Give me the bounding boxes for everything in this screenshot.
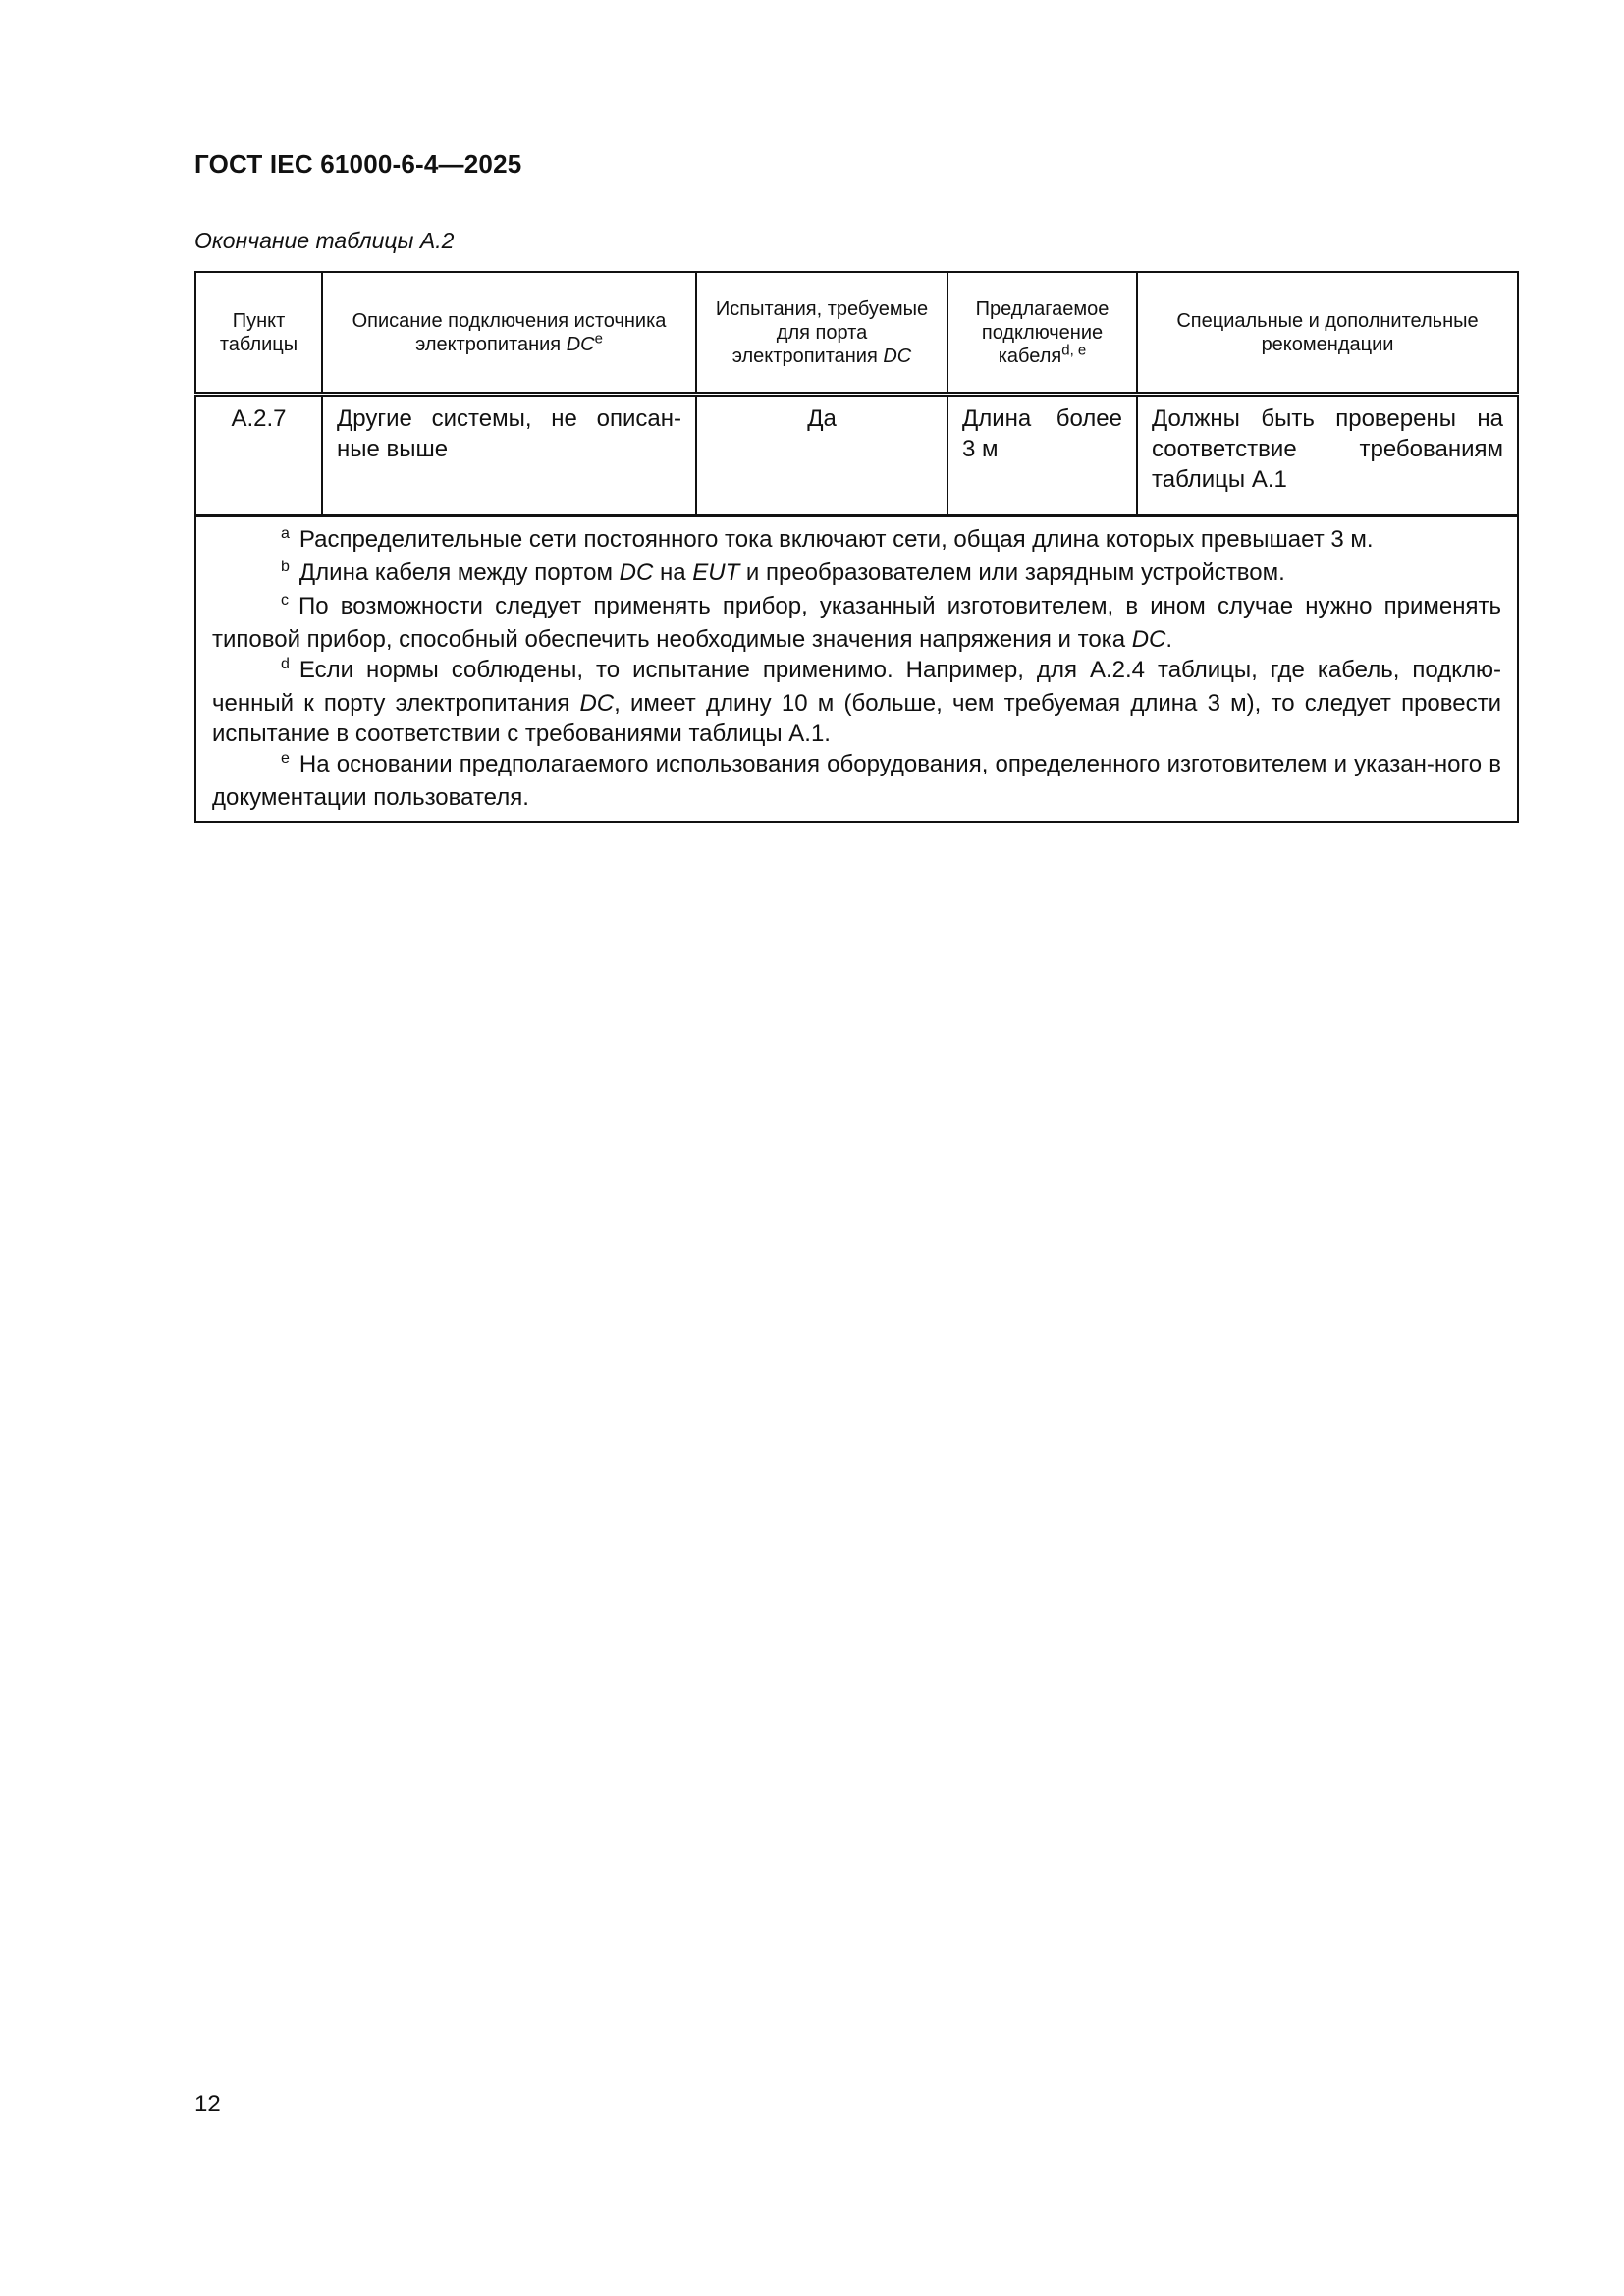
- footnote-mark: b: [281, 559, 290, 575]
- footnote: [212, 591, 1501, 655]
- cell-recommendations: Должны быть проверены на соответствие требованиям таблицы А.1: [1137, 395, 1518, 516]
- column-header-cable: Предлагаемое подключение кабеля$^{d, e}$: [947, 272, 1137, 395]
- footnote-text: EUT: [692, 560, 740, 586]
- footnote-mark: c: [281, 592, 289, 609]
- column-header-recommendations: Специальные и дополнительные рекомендации: [1137, 272, 1518, 395]
- cell-description: Другие системы, не описан-ные выше: [322, 395, 696, 516]
- requirements-table: [194, 271, 1519, 823]
- cell-tests: Да: [696, 395, 947, 516]
- footnote-mark: e: [281, 750, 290, 767]
- footnote-text: , имеет длину 10 м (больше, чем требуемая длина 3 м), то следует провести испытание в соответствии с требованиями таблицы А.1.: [212, 690, 1501, 747]
- table-caption: Окончание таблицы А.2: [194, 228, 455, 253]
- page-number: 12: [194, 2091, 221, 2117]
- footnote-text: .: [1165, 626, 1173, 653]
- footnote: [212, 749, 1501, 813]
- footnote-text: на: [653, 560, 693, 586]
- cell-item: А.2.7: [195, 395, 322, 516]
- footnote-text: Распределительные сети постоянного тока включают сети, общая длина которых превышает 3 м.: [298, 526, 1374, 553]
- cell-cable: Длина более 3 м: [947, 395, 1137, 516]
- footnote-mark: a: [281, 525, 290, 542]
- document-number: ГОСТ IEC 61000-6-4—2025: [194, 149, 522, 179]
- footnote-text: и преобразователем или зарядным устройством.: [739, 560, 1285, 586]
- footnote-text: DC: [1131, 626, 1166, 653]
- table-footnotes: [195, 516, 1518, 823]
- footnote: [212, 558, 1501, 591]
- footnote-text: Если нормы соблюдены, то испытание применимо. Например, для А.2.4 таблицы, где кабель, подклю-ченный к порту электропитания: [212, 657, 1501, 717]
- footnote-text: На основании предполагаемого использования оборудования, определенного изготовителем и указан-ного в документации пользователя.: [212, 751, 1501, 811]
- footnote-text: Длина кабеля между портом: [298, 560, 620, 586]
- column-header-description: Описание подключения источника электропитания DCe: [322, 272, 696, 395]
- footnote: [212, 524, 1501, 558]
- table-row: [195, 395, 1518, 516]
- footnote: [212, 655, 1501, 749]
- footnote-mark: d: [281, 656, 290, 672]
- footnote-text: По возможности следует применять прибор, указанный изготовителем, в ином случае нужно применять типовой прибор, способный обеспечить необходимые значения напряжения и тока: [212, 593, 1501, 653]
- column-header-item: Пункт таблицы: [195, 272, 322, 395]
- table-header-row: [195, 272, 1518, 395]
- table-notes-row: [195, 516, 1518, 823]
- footnote-text: DC: [579, 690, 615, 717]
- column-header-tests: Испытания, требуемые для порта электропитания DC: [696, 272, 947, 395]
- footnote-text: DC: [619, 560, 654, 586]
